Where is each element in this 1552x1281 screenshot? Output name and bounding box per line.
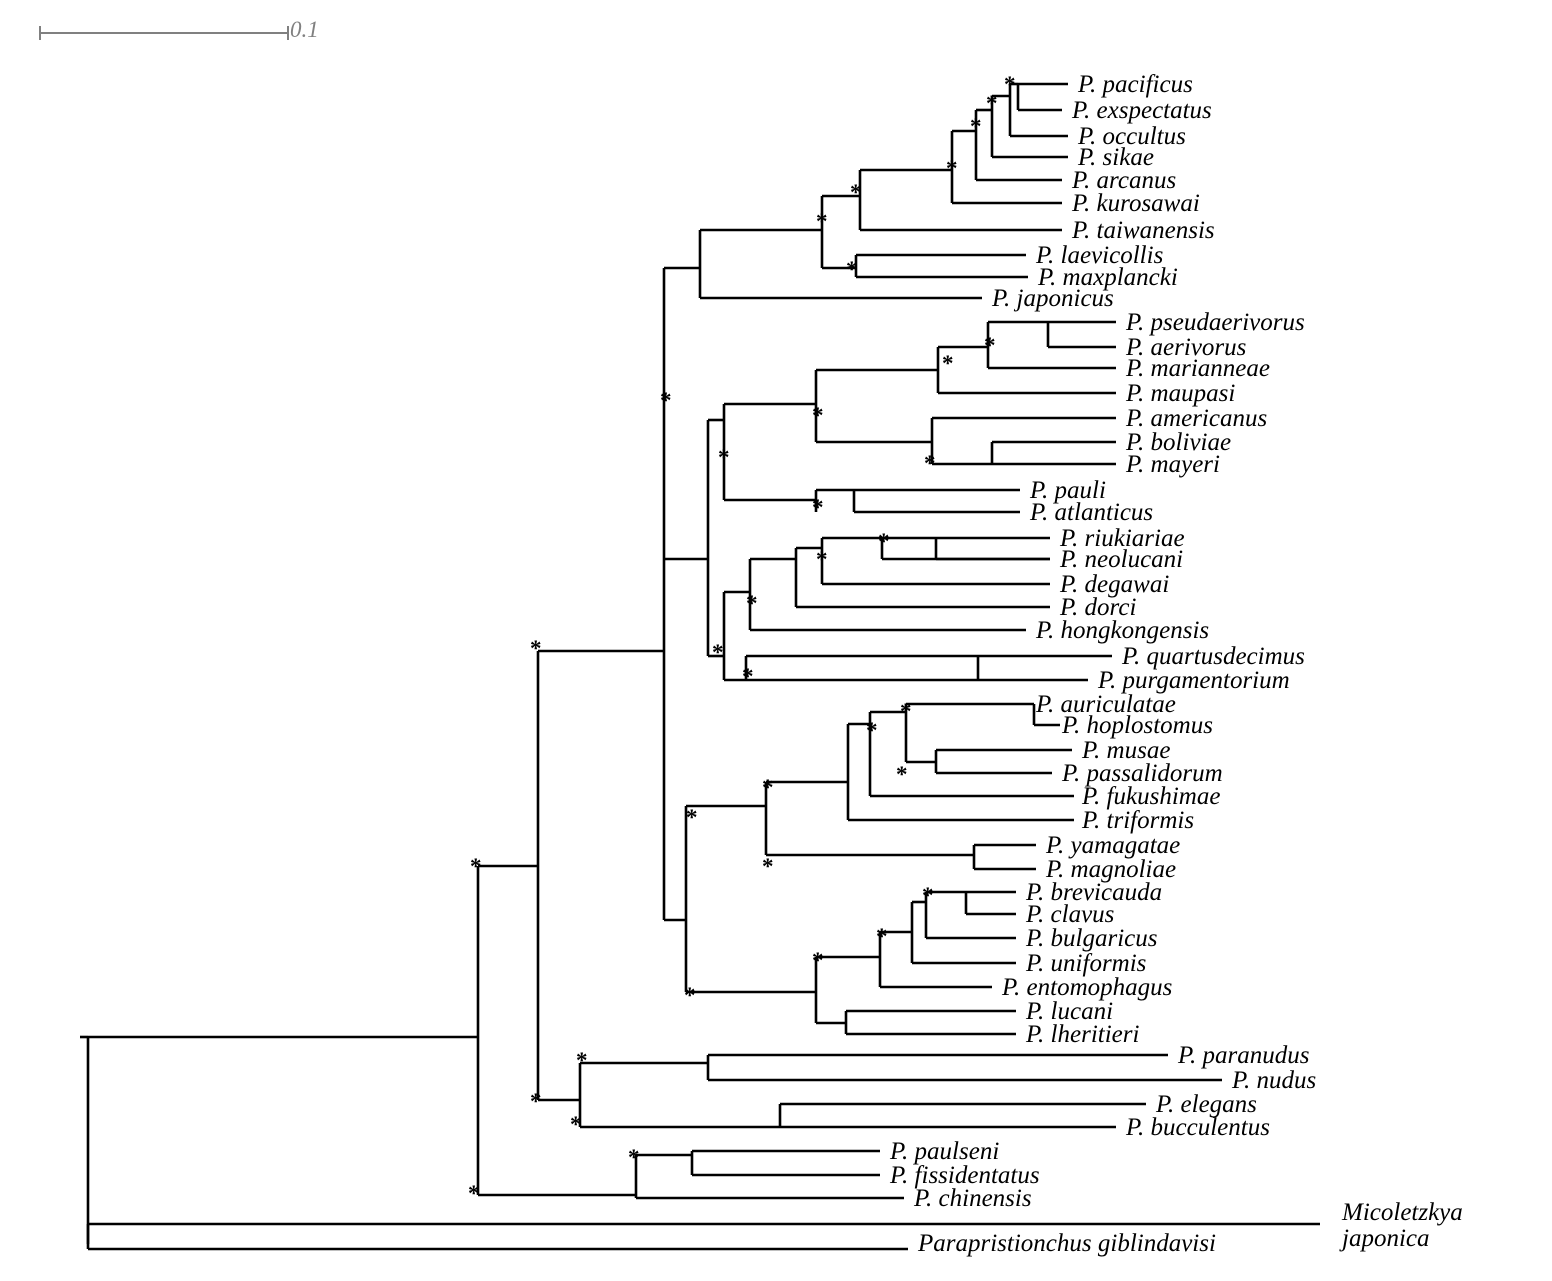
taxon-label: P. exspectatus [1072, 97, 1212, 124]
support-star-icon: * [762, 854, 774, 879]
taxon-label: P. entomophagus [1002, 974, 1173, 1001]
taxon-label: P. hongkongensis [1036, 617, 1210, 644]
taxon-label: P. bulgaricus [1026, 925, 1158, 952]
support-star-icon: * [986, 91, 998, 116]
taxon-label: P. elegans [1156, 1091, 1257, 1118]
support-star-icon: * [876, 924, 888, 949]
support-star-icon: * [530, 1089, 542, 1114]
taxon-label: P. americanus [1126, 405, 1268, 432]
taxon-label: P. uniformis [1026, 950, 1147, 977]
taxon-label: Parapristionchus giblindavisi [918, 1230, 1216, 1257]
support-star-icon: * [718, 445, 730, 470]
taxon-label: P. passalidorum [1062, 760, 1223, 787]
taxon-label: P. occultus [1078, 123, 1186, 150]
taxon-label: P. lucani [1026, 998, 1114, 1025]
taxon-label: P. maxplancki [1038, 264, 1178, 291]
taxon-label: P. yamagatae [1046, 832, 1181, 859]
support-star-icon: * [866, 718, 878, 743]
support-star-icon: * [712, 640, 724, 665]
taxon-label: P. pacificus [1078, 71, 1193, 98]
taxon-label: P. pseudaerivorus [1126, 309, 1305, 336]
taxon-label: P. musae [1082, 737, 1171, 764]
taxon-label: P. laevicollis [1036, 242, 1164, 269]
support-star-icon: * [816, 209, 828, 234]
taxon-label: P. triformis [1082, 807, 1195, 834]
support-star-icon: * [846, 257, 858, 282]
support-star-icon: * [530, 636, 542, 661]
support-star-icon: * [576, 1048, 588, 1073]
taxon-label: P. japonicus [992, 285, 1114, 312]
taxon-label: P. quartusdecimus [1122, 643, 1305, 670]
taxon-label: P. purgamentorium [1098, 667, 1290, 694]
taxon-label: P. aerivorus [1126, 334, 1247, 361]
taxon-label: P. maupasi [1126, 380, 1236, 407]
support-star-icon: * [684, 983, 696, 1008]
taxon-label: Micoletzkya japonica [1342, 1199, 1463, 1253]
support-star-icon: * [470, 854, 482, 879]
support-star-icon: * [1004, 72, 1016, 97]
support-star-icon: * [812, 948, 824, 973]
taxon-label: P. marianneae [1126, 355, 1270, 382]
taxon-label: P. paulseni [890, 1138, 1000, 1165]
taxon-label: P. clavus [1026, 901, 1115, 928]
support-star-icon: * [686, 805, 698, 830]
taxon-label: P. taiwanensis [1072, 217, 1215, 244]
support-star-icon: * [746, 591, 758, 616]
support-star-icon: * [812, 403, 824, 428]
support-star-icon: * [896, 762, 908, 787]
taxon-label: P. lheritieri [1026, 1021, 1140, 1048]
support-star-icon: * [762, 775, 774, 800]
support-star-icon: * [922, 883, 934, 908]
support-star-icon: * [878, 529, 890, 554]
support-star-icon: * [742, 664, 754, 689]
taxon-label: P. boliviae [1126, 429, 1232, 456]
taxon-label: P. hoplostomus [1062, 712, 1213, 739]
taxon-label: P. auriculatae [1036, 691, 1176, 718]
taxon-label: P. bucculentus [1126, 1114, 1270, 1141]
support-star-icon: * [570, 1112, 582, 1137]
support-star-icon: * [946, 156, 958, 181]
support-star-icon: * [942, 351, 954, 376]
taxon-label: P. degawai [1060, 571, 1170, 598]
taxon-label: P. nudus [1232, 1067, 1317, 1094]
support-star-icon: * [924, 451, 936, 476]
support-star-icon: * [628, 1145, 640, 1170]
taxon-label: P. chinensis [914, 1185, 1032, 1212]
taxon-label: P. neolucani [1060, 546, 1184, 573]
taxon-label: P. brevicauda [1026, 879, 1163, 906]
support-star-icon: * [816, 547, 828, 572]
taxon-label: P. dorci [1060, 594, 1137, 621]
support-star-icon: * [900, 699, 912, 724]
support-star-icon: * [468, 1181, 480, 1206]
taxon-label: P. magnoliae [1046, 856, 1177, 883]
taxon-label: P. paranudus [1178, 1042, 1310, 1069]
taxon-label: P. sikae [1078, 144, 1154, 171]
support-star-icon: * [984, 333, 996, 358]
taxon-label: P. kurosawai [1072, 190, 1200, 217]
taxon-label: P. arcanus [1072, 167, 1177, 194]
support-star-icon: * [812, 495, 824, 520]
taxon-label: P. mayeri [1126, 451, 1220, 478]
scale-bar-label: 0.1 [290, 17, 319, 42]
taxon-label: P. pauli [1030, 477, 1106, 504]
support-star-icon: * [660, 388, 672, 413]
taxon-label: P. fukushimae [1082, 783, 1221, 810]
support-star-icon: * [970, 114, 982, 139]
support-star-icon: * [850, 180, 862, 205]
taxon-label: P. riukiariae [1060, 525, 1185, 552]
taxon-label: P. atlanticus [1030, 499, 1154, 526]
taxon-label: P. fissidentatus [890, 1162, 1040, 1189]
